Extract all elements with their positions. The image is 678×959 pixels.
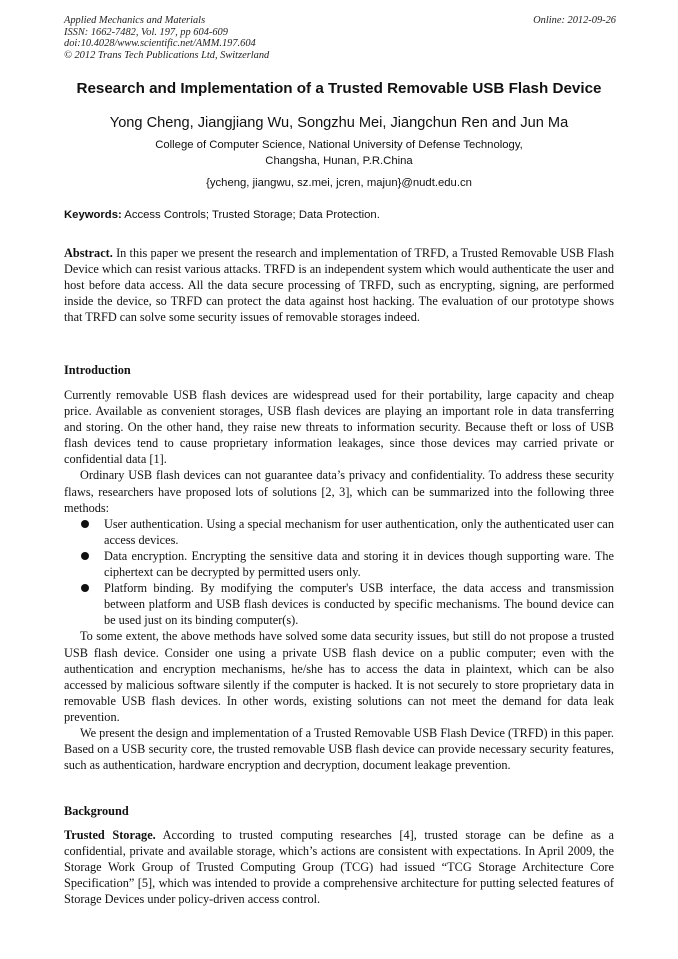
abstract-text: In this paper we present the research and implementation of TRFD, a Trusted Removable USB Flash Device which can resist various attacks. TRFD is an independent system which would authenticate the user and host before data access. All the data secure processing of TRFD, such as encrypting, signing, are performed inside the device, so TRFD can protect the data against host hacking. The evaluation of our prototype shows that TRFD can solve some security issues of removable storages indeed. [64, 246, 614, 325]
author-list: Yong Cheng, Jiangjiang Wu, Songzhu Mei, Jiangchun Ren and Jun Ma [109, 115, 569, 131]
methods-list [64, 516, 614, 629]
keywords-label: Keywords: [64, 209, 122, 221]
affiliation [40, 137, 638, 169]
online-date: Online: 2012-09-26 [533, 15, 616, 26]
bullet-icon [81, 520, 89, 528]
trusted-storage-label: Trusted Storage. [64, 828, 156, 842]
bullet-text-2: Data encryption. Encrypting the sensitive data and storing it in devices though supporting ware. The ciphertext can be decrypted by permitted users only. [104, 548, 614, 580]
abstract [64, 245, 614, 325]
author-emails[interactable]: {ycheng, jiangwu, sz.mei, jcren, majun}@nudt.edu.cn [206, 177, 472, 189]
keywords [64, 207, 616, 223]
list-item [64, 580, 614, 628]
intro-paragraph-2: Ordinary USB flash devices can not guarantee data’s privacy and confidentiality. To address these security flaws, researchers have proposed lots of solutions [2, 3], which can be summarized into the following three methods: [64, 468, 614, 515]
bullet-text-3: Platform binding. By modifying the computer's USB interface, the data access and transmission between platform and USB flash devices is conducted by specific mechanisms. The bound device can be used just on its binding computer(s). [104, 581, 614, 628]
paper-title: Research and Implementation of a Trusted Removable USB Flash Device [76, 80, 602, 97]
list-item [64, 516, 614, 548]
introduction-body [64, 387, 614, 773]
doi-line[interactable]: doi:10.4028/www.scientific.net/AMM.197.604 [64, 38, 256, 50]
bullet-icon [81, 584, 89, 592]
copyright-line: © 2012 Trans Tech Publications Ltd, Switzerland [64, 49, 270, 61]
list-item [64, 548, 614, 580]
bullet-icon [81, 552, 89, 560]
journal-name: Applied Mechanics and Materials [64, 15, 206, 26]
introduction-heading: Introduction [64, 363, 131, 377]
intro-paragraph-3: To some extent, the above methods have solved some data security issues, but still do not propose a trusted USB flash device. Consider one using a private USB flash device on a public computer; even with the authentication and encryption mechanisms, he/she has to access the data in plaintext, which can be also accessed by malicious software silently if the computer is hacked. It is not securely to store proprietary data in removable USB flash devices. In other words, existing solutions can not meet the demand for data leak prevention. [64, 629, 614, 724]
trusted-storage-text: According to trusted computing researches [4], trusted storage can be define as a confidential, private and available storage, which’s actions are consistent with expectations. In April 2009, the Storage Work Group of Trusted Computing Group (TCG) had issued “TCG Storage Architecture Core Specification” [5], which was intended to provide a comprehensive architecture for putting selected features of Storage Devices under policy-driven access control. [64, 828, 614, 907]
affiliation-line-1: College of Computer Science, National University of Defense Technology, [155, 139, 523, 151]
issn-line: ISSN: 1662-7482, Vol. 197, pp 604-609 [64, 26, 228, 38]
bullet-text-1: User authentication. Using a special mechanism for user authentication, only the authenticated user can access devices. [104, 516, 614, 547]
abstract-label: Abstract. [64, 246, 113, 260]
background-heading: Background [64, 804, 129, 818]
intro-paragraph-1: Currently removable USB flash devices are widespread used for their portability, large capacity and cheap price. Available as convenient storages, USB flash devices are playing an important role in data transferring and storing. On the other hand, they raise new threats to information security. Because theft or loss of USB flash devices tend to cause proprietary information leakages, since those devices may carried private or confidential data [1]. [64, 388, 614, 467]
affiliation-line-2: Changsha, Hunan, P.R.China [265, 155, 413, 167]
intro-paragraph-4: We present the design and implementation of a Trusted Removable USB Flash Device (TRFD) in this paper. Based on a USB security core, the trusted removable USB flash device can provide necessary security features, such as authentication, hardware encryption and decryption, document leakage prevention. [64, 725, 614, 773]
journal-header [64, 15, 616, 61]
keywords-text: Access Controls; Trusted Storage; Data Protection. [124, 209, 380, 221]
background-body [64, 827, 614, 907]
